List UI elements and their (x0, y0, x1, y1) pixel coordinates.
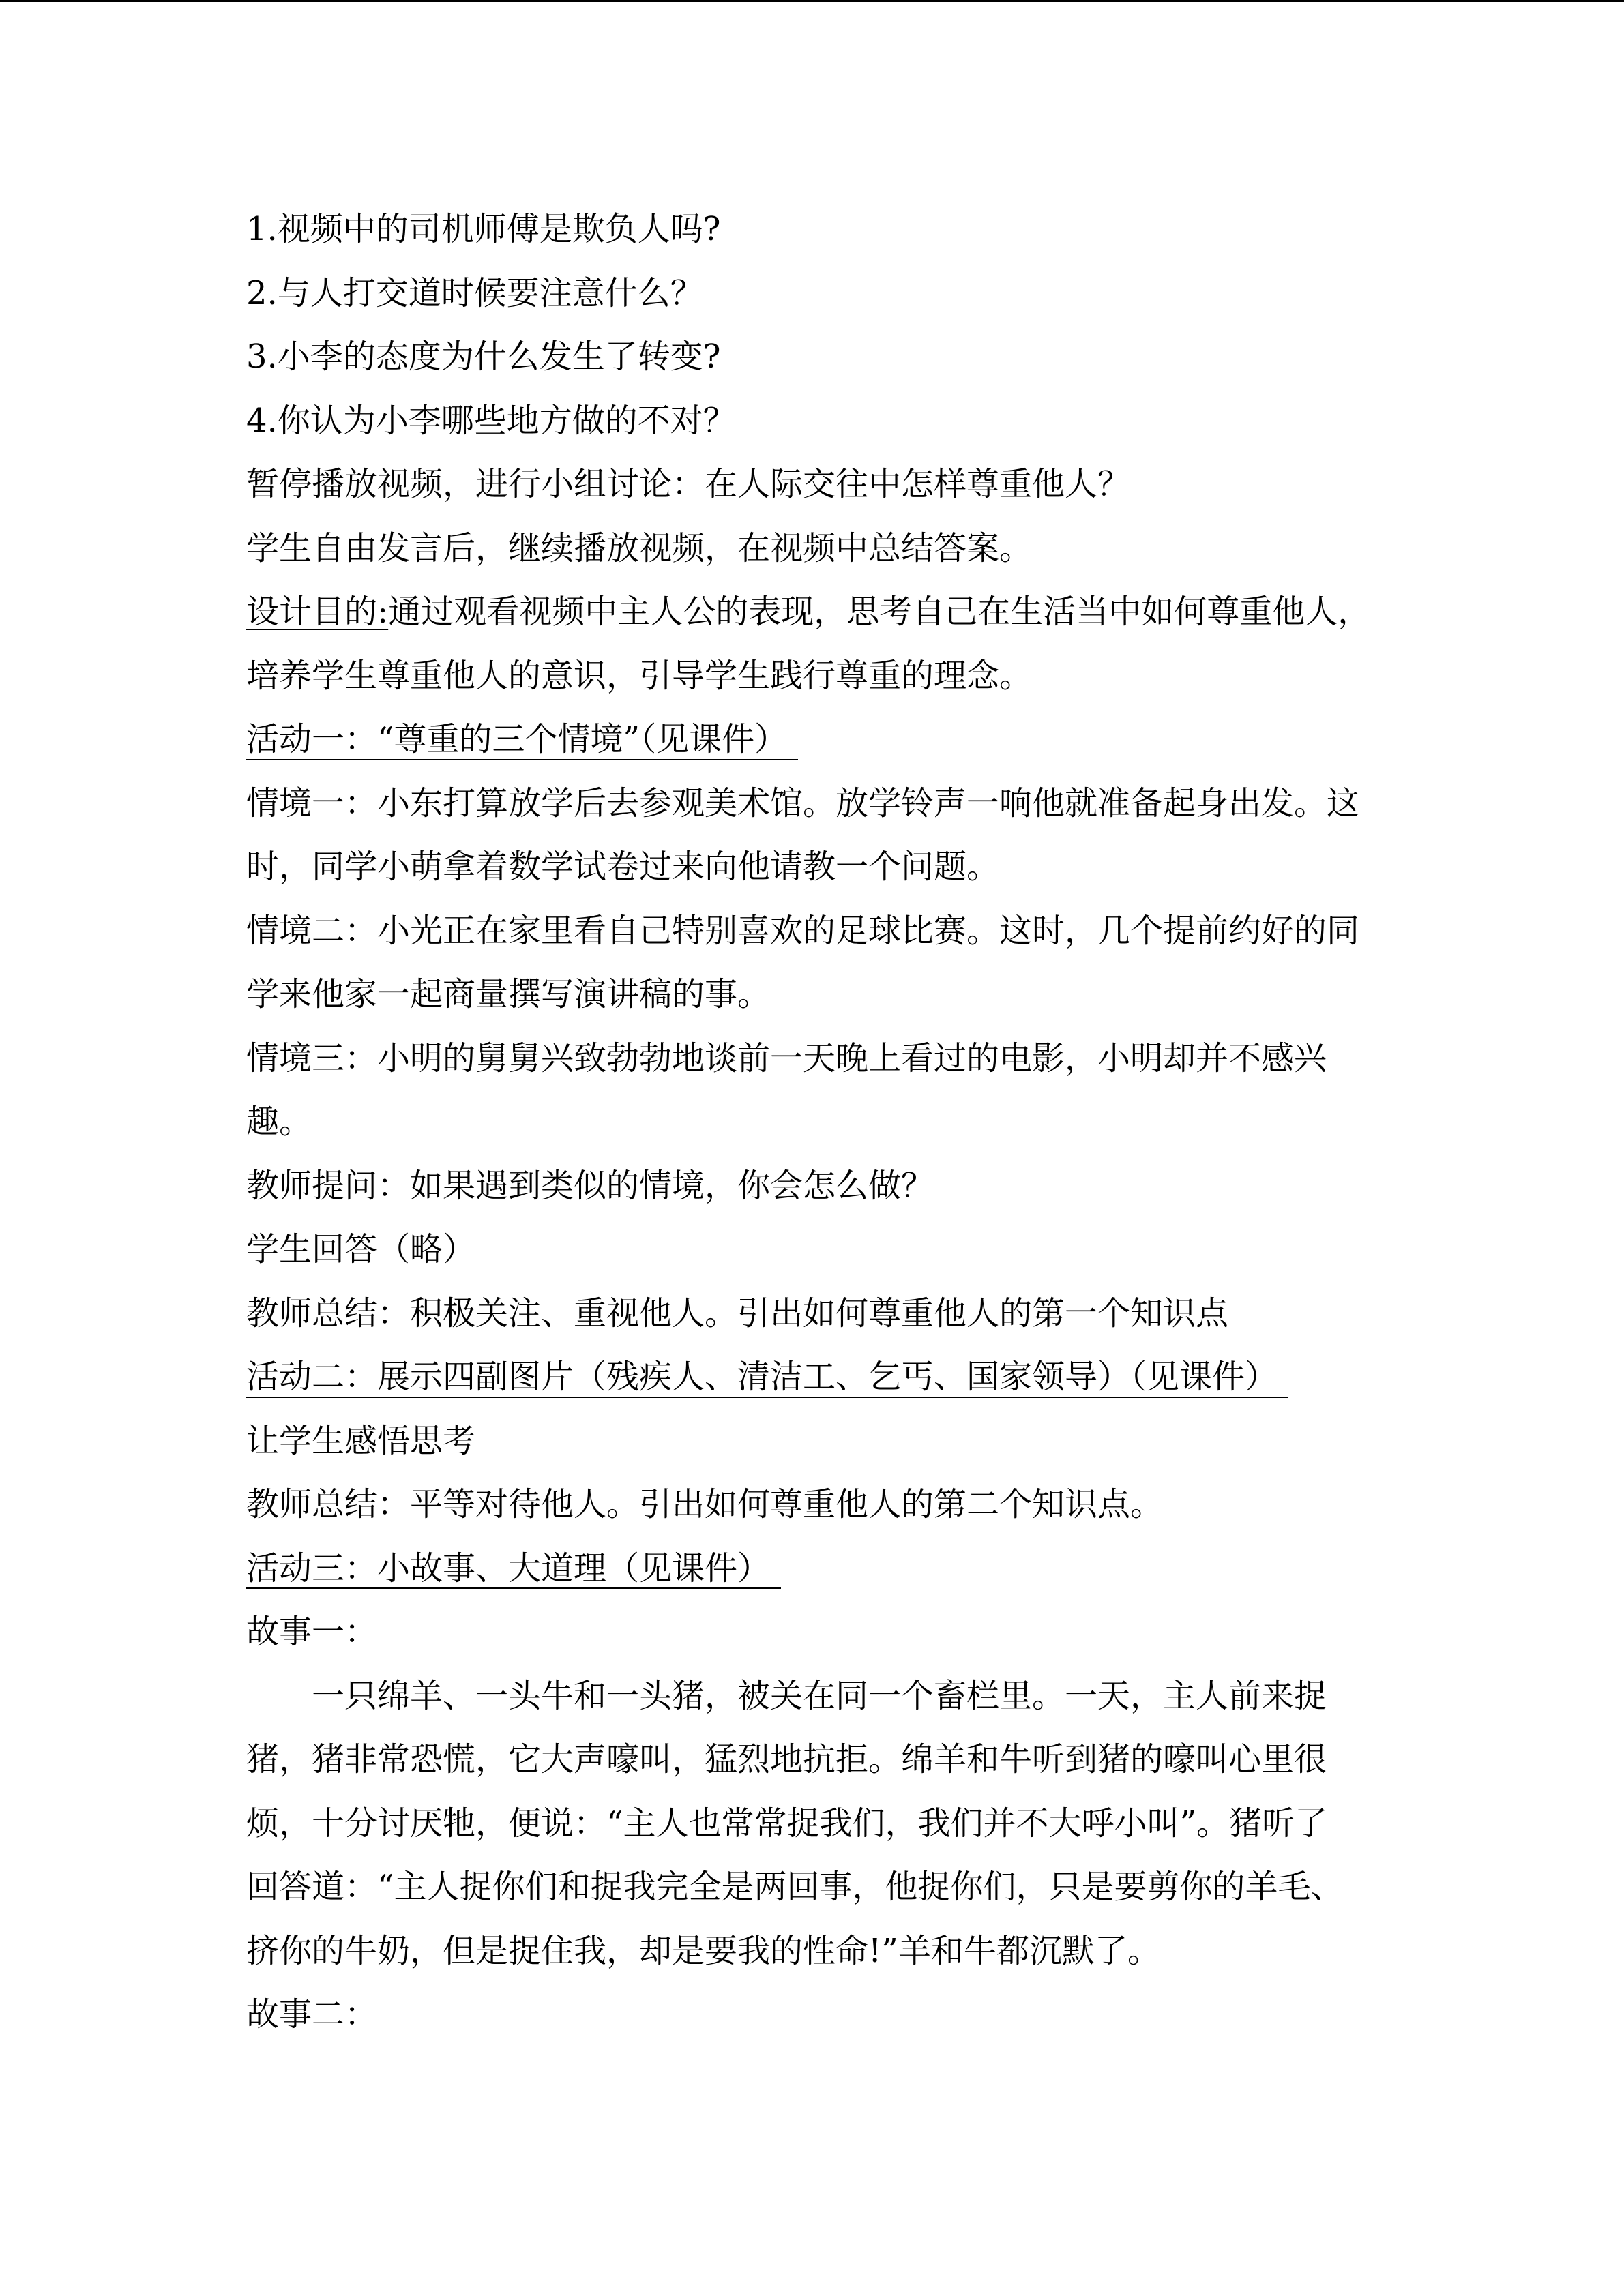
activity-1-heading (246, 708, 1419, 772)
story-1-text: 一只绵羊、一头牛和一头猪，被关在同一个畜栏里。一天，主人前来捉 (312, 1676, 1327, 1715)
activity-2-instruction (246, 1410, 1419, 1474)
document-page (246, 198, 1419, 2047)
discussion-prompt (246, 453, 1419, 517)
scenario-line (246, 1027, 1419, 1091)
question-text: 2.与人打交道时候要注意什么？ (246, 273, 703, 312)
activity-2-instruction-text: 让学生感悟思考 (246, 1421, 476, 1460)
activity-2-heading-text: 活动二：展示四副图片（残疾人、清洁工、乞丐、国家领导）（见课件） (246, 1358, 1288, 1398)
design-purpose-label: 设计目的: (246, 593, 389, 631)
design-purpose-text: 通过观看视频中主人公的表现，思考自己在生活当中如何尊重他人， (388, 593, 1371, 631)
scenario-line (246, 1090, 1419, 1154)
activity-3-heading-text: 活动三：小故事、大道理（见课件） (246, 1549, 781, 1590)
story-2-label-text: 故事二： (246, 1995, 378, 2033)
scenario-text: 学来他家一起商量撰写演讲稿的事。 (246, 975, 771, 1013)
scenario-line (246, 772, 1419, 836)
story-1-line (246, 1792, 1419, 1856)
scenario-text: 时，同学小萌拿着数学试卷过来向他请教一个问题。 (246, 848, 1000, 886)
design-purpose-text: 培养学生尊重他人的意识，引导学生践行尊重的理念。 (246, 656, 1033, 695)
story-1-label (246, 1600, 1419, 1665)
scenario-line (246, 899, 1419, 964)
teacher-summary (246, 1473, 1419, 1537)
story-1-text: 回答道：“主人捉你们和捉我完全是两回事，他捉你们，只是要剪你的羊毛、 (246, 1868, 1344, 1906)
design-purpose-line (246, 644, 1419, 709)
teacher-question (246, 1154, 1419, 1219)
question-line (246, 198, 1419, 262)
story-1-text: 挤你的牛奶，但是捉住我，却是要我的性命!”羊和牛都沉默了。 (246, 1931, 1160, 1970)
story-1-line (246, 1920, 1419, 1984)
scenario-text: 情境一：小东打算放学后去参观美术馆。放学铃声一响他就准备起身出发。这 (246, 784, 1360, 822)
story-1-label-text: 故事一： (246, 1613, 378, 1651)
story-1-line (246, 1855, 1419, 1920)
scenario-line (246, 963, 1419, 1027)
scenario-text: 趣。 (246, 1103, 312, 1141)
story-1-line (246, 1665, 1419, 1729)
story-1-text: 猪，猪非常恐慌，它大声嚎叫，猛烈地抗拒。绵羊和牛听到猪的嚎叫心里很 (246, 1740, 1327, 1778)
question-line (246, 325, 1419, 389)
question-text: 3.小李的态度为什么发生了转变? (246, 338, 721, 376)
discussion-prompt-text: 暂停播放视频，进行小组讨论：在人际交往中怎样尊重他人？ (246, 465, 1131, 503)
design-purpose-line (246, 580, 1419, 644)
question-line (246, 262, 1419, 326)
teacher-summary-text: 教师总结：平等对待他人。引出如何尊重他人的第二个知识点。 (246, 1485, 1164, 1523)
teacher-summary (246, 1282, 1419, 1346)
discussion-followup (246, 517, 1419, 581)
discussion-followup-text: 学生自由发言后，继续播放视频，在视频中总结答案。 (246, 528, 1033, 567)
scenario-line (246, 835, 1419, 899)
activity-2-heading (246, 1345, 1419, 1410)
scenario-text: 情境二：小光正在家里看自己特别喜欢的足球比赛。这时，几个提前约好的同 (246, 911, 1360, 950)
activity-1-heading-text: 活动一：“尊重的三个情境”（见课件） (246, 720, 798, 760)
teacher-summary-text: 教师总结：积极关注、重视他人。引出如何尊重他人的第一个知识点 (246, 1294, 1229, 1332)
teacher-question-text: 教师提问：如果遇到类似的情境，你会怎么做？ (246, 1166, 934, 1205)
student-answer (246, 1218, 1419, 1282)
student-answer-text: 学生回答（略） (246, 1230, 476, 1268)
question-text: 1.视频中的司机师傅是欺负人吗? (246, 210, 721, 248)
page-top-border (0, 0, 1624, 2)
activity-3-heading (246, 1537, 1419, 1601)
question-text: 4.你认为小李哪些地方做的不对？ (246, 401, 736, 440)
story-2-label (246, 1983, 1419, 2047)
question-line (246, 389, 1419, 453)
scenario-text: 情境三：小明的舅舅兴致勃勃地谈前一天晚上看过的电影，小明却并不感兴 (246, 1039, 1327, 1077)
story-1-line (246, 1728, 1419, 1792)
story-1-text: 烦，十分讨厌牠，便说：“主人也常常捉我们，我们并不大呼小叫”。猪听了 (246, 1804, 1328, 1843)
